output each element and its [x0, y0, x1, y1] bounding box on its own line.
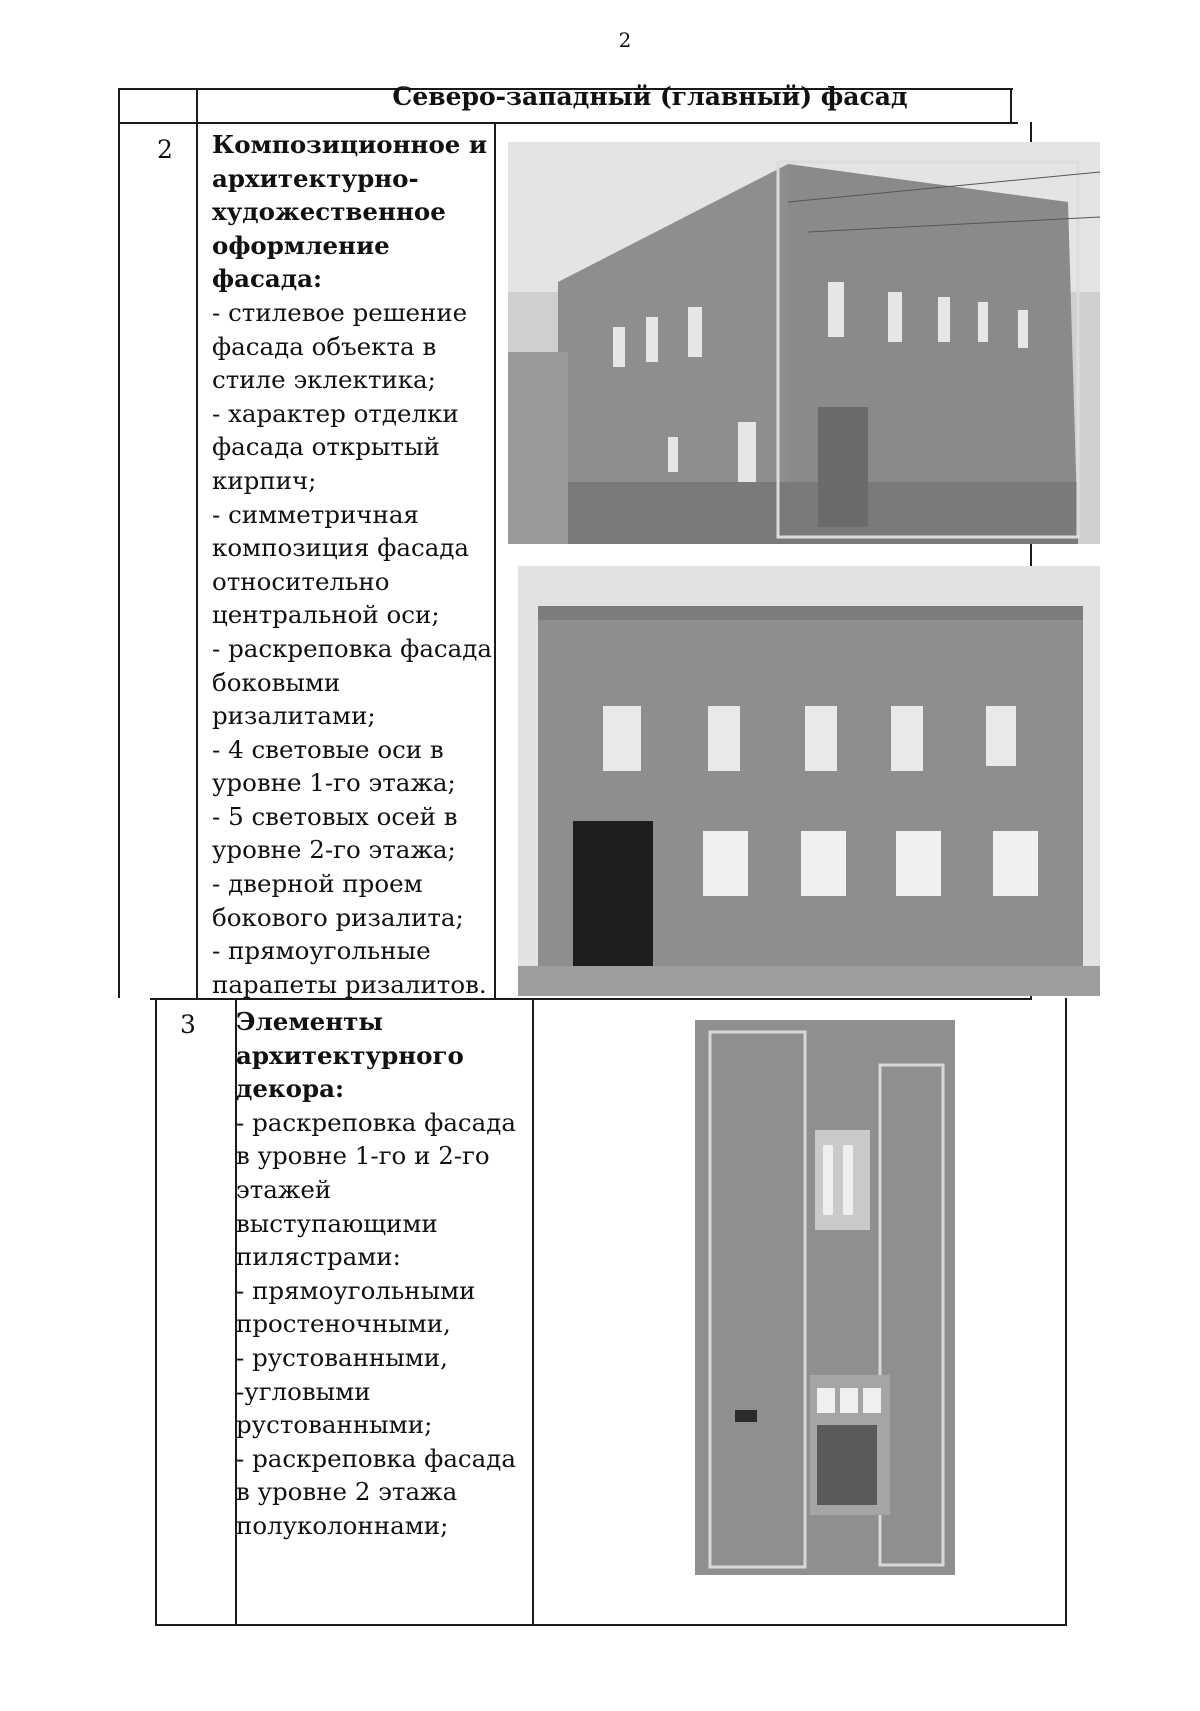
list-item: - раскреповка фасада в уровне 1-го и 2-го этажей выступающими пилястрами: [236, 1107, 516, 1272]
cell-heading: Элементы архитектурного декора: [236, 1007, 464, 1104]
list-item: - дверной проем бокового ризалита; [212, 869, 464, 932]
list-item: - прямоугольными простеночными, [236, 1275, 476, 1339]
list-item: - рустованными, [236, 1342, 448, 1372]
list-item: - 5 световых осей в уровне 2-го этажа; [212, 801, 458, 865]
list-item: - раскреповка фасада боковыми ризалитами; [212, 633, 492, 731]
row-number: 3 [180, 1010, 196, 1039]
description-cell [236, 1005, 531, 1543]
building-corner-photo [508, 142, 1100, 544]
section-header: Северо-западный (главный) фасад [392, 82, 908, 111]
list-item: - прямоугольные парапеты ризалитов. [212, 936, 487, 999]
row-number: 2 [157, 135, 173, 164]
list-item: - симметричная композиция фасада относительно центральной оси; [212, 499, 470, 630]
facade-detail-photo [695, 1020, 955, 1575]
cell-heading: Композиционное и архитектурно-художественное оформление фасада: [212, 130, 488, 294]
list-item: -угловыми рустованными; [236, 1376, 433, 1440]
list-item: - стилевое решение фасада объекта в стиле эклектика; [212, 297, 468, 395]
description-cell [212, 128, 497, 1001]
page-number: 2 [618, 28, 632, 52]
building-front-photo [518, 566, 1100, 996]
list-item: - 4 световые оси в уровне 1-го этажа; [212, 734, 456, 798]
list-item: - раскреповка фасада в уровне 2 этажа полуколоннами; [236, 1443, 516, 1540]
list-item: - характер отделки фасада открытый кирпич; [212, 398, 459, 495]
